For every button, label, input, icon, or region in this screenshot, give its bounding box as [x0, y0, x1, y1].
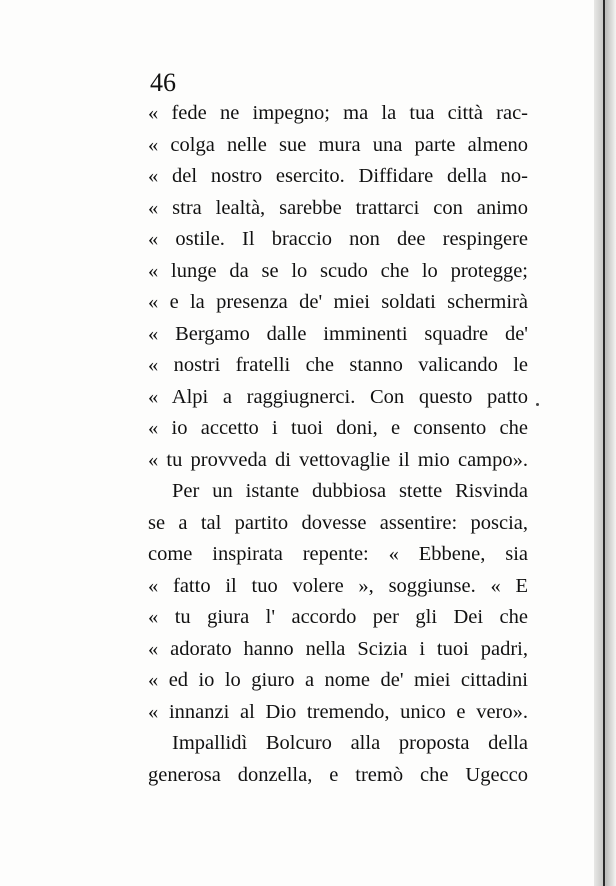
text-line: « lunge da se lo scudo che lo protegge; [148, 259, 528, 282]
text-line: Per un istante dubbiosa stette Risvinda [172, 480, 528, 502]
ink-speck [536, 403, 539, 406]
text-line: generosa donzella, e tremò che Ugecco [148, 763, 528, 786]
body-text [148, 98, 528, 791]
text-line: « io accetto i tuoi doni, e consento che [148, 417, 528, 439]
text-line: « tu provveda di vettovaglie il mio campo». [148, 448, 528, 471]
text-line: come inspirata repente: « Ebbene, sia [148, 543, 528, 565]
page-edge-shadow [594, 0, 616, 886]
text-line: Impallidì Bolcuro alla proposta della [172, 732, 528, 754]
text-line: « fatto il tuo volere », soggiunse. « E [148, 574, 528, 597]
text-line: « Bergamo dalle imminenti squadre de' [148, 322, 528, 345]
text-line: « ed io lo giuro a nome de' miei cittadini [148, 669, 528, 691]
text-line: « fede ne impegno; ma la tua città rac- [148, 102, 528, 124]
binding-line [603, 0, 605, 886]
text-line: « del nostro esercito. Diffidare della no- [148, 165, 528, 187]
text-line: « innanzi al Dio tremendo, unico e vero». [148, 700, 528, 723]
text-line: se a tal partito dovesse assentire: poscia, [148, 511, 528, 534]
text-line: « Alpi a raggiugnerci. Con questo patto [148, 385, 528, 408]
text-line: « ostile. Il braccio non dee respingere [148, 228, 528, 250]
text-line: « e la presenza de' miei soldati schermirà [148, 291, 528, 313]
text-line: « stra lealtà, sarebbe trattarci con animo [148, 196, 528, 219]
page-number: 46 [150, 68, 176, 97]
text-line: « adorato hanno nella Scizia i tuoi padri, [148, 637, 528, 660]
text-line: « colga nelle sue mura una parte almeno [148, 133, 528, 156]
text-line: « nostri fratelli che stanno valicando le [148, 354, 528, 376]
text-line: « tu giura l' accordo per gli Dei che [148, 606, 528, 628]
